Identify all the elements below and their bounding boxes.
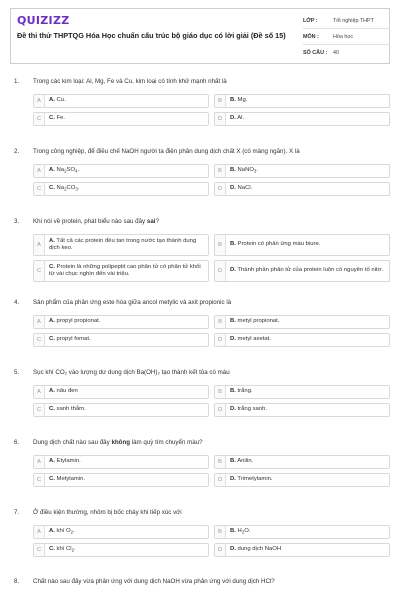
answer-options: [33, 385, 390, 417]
option-letter-badge: C: [34, 113, 45, 125]
option-body: Metylamin.: [54, 476, 86, 483]
answer-options: [33, 94, 390, 126]
option-letter-badge: C: [34, 183, 45, 195]
option-prefix: A.: [49, 318, 55, 325]
option-body: propyl propionat.: [54, 318, 101, 325]
option-prefix: C.: [49, 476, 55, 483]
option-text: [49, 528, 79, 536]
question-text-part: Trong các kim loại: Al, Mg, Fe và Cu, kim loại có tính khử mạnh nhất là: [33, 78, 227, 85]
option-prefix: D.: [230, 406, 236, 413]
option-letter-badge: A: [34, 95, 45, 107]
option-text: [49, 115, 69, 123]
question-text-tail: ?: [155, 218, 159, 225]
option-text: [49, 388, 82, 396]
answer-option-c[interactable]: [33, 112, 209, 126]
question-stem: [14, 509, 390, 517]
answer-option-d[interactable]: [214, 473, 390, 487]
option-text: [49, 167, 83, 175]
option-prefix: D.: [230, 336, 236, 343]
option-text: [49, 546, 80, 554]
option-body: xanh thẫm.: [54, 406, 86, 413]
answer-option-c[interactable]: [33, 333, 209, 347]
option-text: [230, 458, 257, 466]
answer-option-a[interactable]: [33, 525, 209, 539]
question-8: [14, 578, 390, 586]
option-letter-badge: D: [215, 113, 226, 125]
answer-option-d[interactable]: [214, 543, 390, 557]
question-text: [33, 299, 390, 307]
answer-option-b[interactable]: [214, 164, 390, 178]
worksheet-title: Đề thi thử THPTQG Hóa Học chuẩn cấu trúc bộ giáo dục có lời giải (Đề số 15): [17, 31, 286, 40]
option-text: [230, 97, 251, 105]
option-body: dung dịch NaOH: [235, 546, 282, 553]
meta-label: LỚP :: [303, 17, 318, 24]
option-letter-badge: B: [215, 386, 226, 398]
question-number: 2.: [14, 148, 20, 155]
option-body-after: O.: [244, 528, 251, 534]
option-text: [230, 406, 271, 414]
option-text: [230, 476, 277, 484]
option-body: metyl axetat.: [235, 336, 271, 343]
answer-option-c[interactable]: [33, 543, 209, 557]
question-4: [14, 299, 390, 347]
option-body: Thành phần phân tử của protein luôn có nguyên tố nitơ.: [235, 267, 384, 274]
option-body: propyl fomat.: [54, 336, 91, 343]
option-body: Protein là những polipeptit cao phân tử có phân tử khối từ vài chục nghìn đến vài triệu.: [49, 263, 201, 277]
option-text: [49, 264, 208, 279]
option-text: [230, 185, 256, 193]
option-letter-badge: A: [34, 235, 45, 255]
option-text: [49, 458, 85, 466]
answer-option-a[interactable]: [33, 385, 209, 399]
option-text: [49, 406, 90, 414]
question-1: [14, 78, 390, 126]
answer-option-a[interactable]: [33, 94, 209, 108]
option-letter-badge: B: [215, 235, 226, 255]
worksheet-header: [10, 8, 390, 64]
question-stem: [14, 218, 390, 226]
option-text: [230, 115, 248, 123]
option-text: [230, 336, 275, 344]
option-end: .: [77, 185, 80, 191]
option-prefix: B.: [230, 97, 236, 104]
option-letter-badge: D: [215, 261, 226, 281]
question-number: 1.: [14, 78, 20, 85]
option-prefix: B.: [230, 167, 236, 173]
option-prefix: B.: [230, 458, 236, 465]
option-body: NaCl.: [235, 185, 253, 192]
option-prefix: B.: [230, 318, 236, 325]
option-body: nâu đen: [54, 388, 78, 395]
option-text: [230, 546, 285, 554]
answer-option-d[interactable]: [214, 112, 390, 126]
answer-option-d[interactable]: [214, 260, 390, 282]
option-body: Al.: [235, 115, 245, 122]
option-prefix: D.: [230, 476, 236, 483]
option-subscript: 3: [253, 168, 257, 174]
option-prefix: A.: [49, 97, 55, 104]
answer-option-d[interactable]: [214, 333, 390, 347]
question-number: 7.: [14, 509, 20, 516]
option-letter-badge: A: [34, 456, 45, 468]
question-stem: [14, 369, 390, 377]
option-body: Cu.: [54, 97, 66, 104]
option-prefix: C.: [49, 406, 55, 413]
option-body: khí Cl: [54, 546, 72, 552]
answer-options: [33, 234, 390, 282]
meta-count-row: [303, 45, 389, 60]
answer-options: [33, 164, 390, 196]
answer-options: [33, 525, 390, 557]
option-letter-badge: D: [215, 404, 226, 416]
option-subscript: 2: [71, 547, 75, 553]
option-text: [230, 388, 257, 396]
option-letter-badge: D: [215, 183, 226, 195]
option-body: Anilin.: [235, 458, 254, 465]
option-letter-badge: D: [215, 544, 226, 556]
answer-option-b[interactable]: [214, 94, 390, 108]
option-body: metyl propionat.: [235, 318, 280, 325]
question-text: [33, 369, 390, 377]
option-end: .: [74, 546, 76, 552]
question-text: [33, 509, 390, 517]
question-3: [14, 218, 390, 282]
option-letter-badge: B: [215, 165, 226, 177]
option-text: [49, 185, 83, 193]
option-letter-badge: A: [34, 316, 45, 328]
option-body: Tất cả các protein đều tan trong nước tạo thành dung dịch keo.: [49, 237, 197, 251]
meta-subject-row: [303, 29, 389, 45]
answer-option-d[interactable]: [214, 403, 390, 417]
option-prefix: A.: [49, 458, 55, 465]
answer-option-c[interactable]: [33, 473, 209, 487]
option-prefix: C.: [49, 546, 55, 552]
answer-option-a[interactable]: [33, 164, 209, 178]
question-text-part: Sục khí CO₂ vào lượng dư dung dịch Ba(OH)₂ tạo thành kết tủa có màu: [33, 369, 230, 376]
option-letter-badge: A: [34, 526, 45, 538]
question-stem: [14, 148, 390, 156]
option-letter-badge: B: [215, 316, 226, 328]
question-number: 8.: [14, 578, 20, 585]
option-body: trắng.: [235, 388, 253, 395]
question-number: 6.: [14, 439, 20, 446]
meta-label: SỐ CÂU :: [303, 49, 328, 56]
option-end: .: [73, 528, 75, 534]
question-5: [14, 369, 390, 417]
option-body: trắng xanh.: [235, 406, 268, 413]
meta-value: 40: [333, 49, 339, 56]
option-prefix: A.: [49, 167, 55, 173]
question-stem: [14, 578, 390, 586]
option-prefix: D.: [230, 185, 236, 192]
option-body: H: [235, 528, 242, 534]
question-6: [14, 439, 390, 487]
answer-option-c[interactable]: [33, 403, 209, 417]
option-prefix: C.: [49, 263, 55, 270]
option-prefix: C.: [49, 336, 55, 343]
quizizz-logo: QUIZIZZ: [17, 14, 70, 27]
option-subscript: 2: [70, 529, 74, 535]
question-7: [14, 509, 390, 557]
option-prefix: C.: [49, 185, 55, 191]
question-text-part: Dung dịch chất nào sau đây: [33, 439, 110, 446]
option-body: khí O: [54, 528, 71, 534]
option-body: Mg.: [235, 97, 248, 104]
question-stem: [14, 78, 390, 86]
meta-value: Tốt nghiệp THPT: [333, 17, 374, 24]
option-prefix: A.: [49, 388, 55, 395]
question-number: 3.: [14, 218, 20, 225]
meta-label: MÔN :: [303, 33, 319, 40]
option-prefix: A.: [49, 237, 55, 244]
answer-option-c[interactable]: [33, 182, 209, 196]
option-letter-badge: C: [34, 334, 45, 346]
question-text: [33, 218, 390, 226]
option-prefix: A.: [49, 528, 55, 534]
option-subscript: 4: [75, 168, 78, 174]
option-letter-badge: D: [215, 474, 226, 486]
option-body: Etylamin.: [54, 458, 81, 465]
option-letter-badge: A: [34, 165, 45, 177]
option-body: Protein có phản ứng màu biure.: [235, 241, 321, 248]
question-emphasis: không: [111, 439, 131, 446]
option-letter-badge: C: [34, 544, 45, 556]
option-letter-badge: A: [34, 386, 45, 398]
question-2: [14, 148, 390, 196]
question-stem: [14, 439, 390, 447]
question-text-part: Chất nào sau đây vừa phản ứng với dung dịch NaOH vừa phản ứng với dung dịch HCl?: [33, 578, 275, 585]
option-subscript: 2: [241, 529, 245, 535]
option-body-after: CO: [66, 185, 76, 191]
answer-option-b[interactable]: [214, 234, 390, 256]
option-text: [49, 476, 89, 484]
option-letter-badge: B: [215, 526, 226, 538]
answer-options: [33, 455, 390, 487]
option-prefix: B.: [230, 528, 236, 534]
option-prefix: D.: [230, 546, 236, 553]
option-letter-badge: B: [215, 456, 226, 468]
meta-value: Hóa học: [333, 33, 354, 40]
option-text: [230, 318, 283, 326]
option-text: [230, 528, 254, 536]
answer-option-b[interactable]: [214, 315, 390, 329]
option-end: .: [77, 167, 80, 173]
option-body: Na: [54, 185, 65, 191]
option-text: [49, 97, 70, 105]
option-prefix: B.: [230, 388, 236, 395]
option-text: [49, 318, 104, 326]
option-text: [49, 336, 95, 344]
option-letter-badge: D: [215, 334, 226, 346]
option-text: [49, 238, 208, 253]
option-text: [230, 241, 324, 249]
question-number: 4.: [14, 299, 20, 306]
question-text-part: Trong công nghiệp, để điều chế NaOH người ta điện phân dung dịch chất X (có màng ngăn). X là: [33, 148, 300, 155]
option-prefix: D.: [230, 267, 236, 274]
answer-options: [33, 315, 390, 347]
worksheet-meta: [303, 13, 389, 60]
answer-option-b[interactable]: [214, 525, 390, 539]
option-prefix: B.: [230, 241, 236, 248]
answer-option-c[interactable]: [33, 260, 209, 282]
question-text: [33, 78, 390, 86]
option-text: [230, 267, 387, 275]
option-body: Trimetylamin.: [235, 476, 273, 483]
option-prefix: D.: [230, 115, 236, 122]
option-text: [230, 167, 262, 175]
option-letter-badge: B: [215, 95, 226, 107]
option-letter-badge: C: [34, 474, 45, 486]
question-emphasis: sai: [146, 218, 156, 225]
option-body-after: SO: [66, 167, 76, 173]
option-body: Fe.: [54, 115, 66, 122]
answer-option-b[interactable]: [214, 455, 390, 469]
option-subscript: 3: [75, 186, 78, 192]
option-subscript: 2: [64, 168, 67, 174]
answer-option-a[interactable]: [33, 234, 209, 256]
question-number: 5.: [14, 369, 20, 376]
question-text: [33, 578, 390, 586]
question-text: [33, 148, 390, 156]
answer-option-a[interactable]: [33, 315, 209, 329]
question-text-part: Khi nói về protein, phát biểu nào sau đây: [33, 218, 146, 225]
meta-class-row: [303, 13, 389, 29]
question-text-tail: làm quỳ tím chuyển màu?: [130, 439, 203, 446]
question-text-part: Ở điều kiện thường, nhôm bị bốc cháy khi tiếp xúc với: [33, 509, 182, 516]
question-stem: [14, 299, 390, 307]
option-subscript: 2: [64, 186, 67, 192]
option-body: Na: [54, 167, 65, 173]
answer-option-a[interactable]: [33, 455, 209, 469]
answer-option-d[interactable]: [214, 182, 390, 196]
option-body: NaNO: [235, 167, 254, 173]
question-text: [33, 439, 390, 447]
option-prefix: C.: [49, 115, 55, 122]
option-letter-badge: C: [34, 261, 45, 281]
question-text-part: Sản phẩm của phản ứng este hóa giữa ancol metylic và axit propionic là: [33, 299, 232, 306]
option-letter-badge: C: [34, 404, 45, 416]
answer-option-b[interactable]: [214, 385, 390, 399]
option-end: .: [256, 167, 259, 173]
